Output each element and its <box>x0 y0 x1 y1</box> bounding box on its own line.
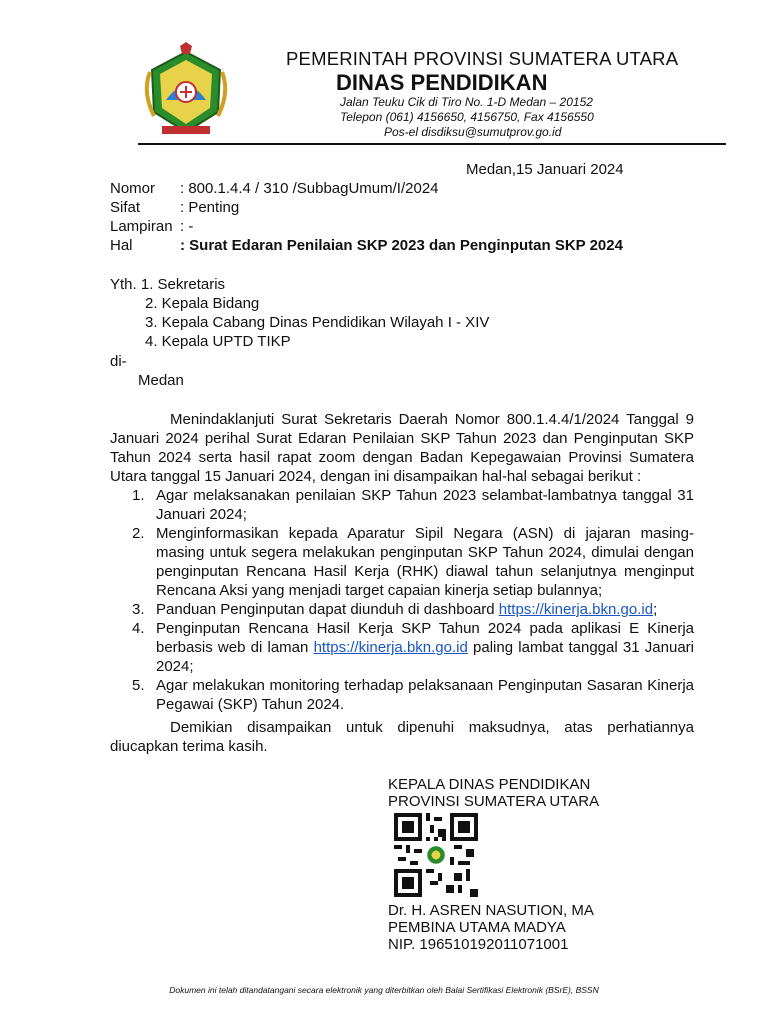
list-item-text: Panduan Penginputan dapat diunduh di dashboard <box>156 601 499 618</box>
meta-sifat-label: Sifat <box>110 199 141 216</box>
list-item-number: 1. <box>132 487 145 504</box>
letterhead-agency: DINAS PENDIDIKAN <box>336 70 548 95</box>
list-item <box>110 600 694 619</box>
meta-hal <box>110 236 623 255</box>
list-item-text: Agar melaksanakan penilaian SKP Tahun 2023 selambat-lambatnya tanggal 31 Januari 2024; <box>156 487 694 523</box>
letterhead-government: PEMERINTAH PROVINSI SUMATERA UTARA <box>286 48 679 69</box>
list-item-text: Menginformasikan kepada Aparatur Sipil Negara (ASN) di jajaran masing-masing untuk segera melakukan penginputan SKP Tahun 2024, dimulai dengan penginputan Rencana Hasil Kerja (RHK) diawal tahun selanjutnya menginput Rencana Aksi yang menjadi target capaian kinerja setiap bulannya; <box>156 525 694 599</box>
list-item <box>110 486 694 524</box>
list-item <box>110 524 694 600</box>
list-item <box>110 619 694 676</box>
meta-lampiran-value: : - <box>180 218 194 235</box>
meta-nomor-value: : 800.1.4.4 / 310 /SubbagUmum/I/2024 <box>180 180 439 197</box>
list-item <box>110 676 694 714</box>
meta-sifat-value: : Penting <box>180 199 240 216</box>
recipient-place: Medan <box>138 372 184 389</box>
letterhead-address: Jalan Teuku Cik di Tiro No. 1-D Medan – 20152 <box>340 95 593 109</box>
meta-nomor-label: Nomor <box>110 180 156 197</box>
recipient-di: di- <box>110 353 127 370</box>
recipient-3: 3. Kepala Cabang Dinas Pendidikan Wilayah I - XIV <box>145 314 490 331</box>
list-item-number: 4. <box>132 620 145 637</box>
meta-hal-value: : Surat Edaran Penilaian SKP 2023 dan Penginputan SKP 2024 <box>180 237 623 254</box>
letterhead-email: Pos-el disdiksu@sumutprov.go.id <box>384 125 562 139</box>
letter-date: Medan,15 Januari 2024 <box>466 161 624 178</box>
list-item-number: 3. <box>132 601 145 618</box>
closing-paragraph: Demikian disampaikan untuk dipenuhi maksudnya, atas perhatiannya diucapkan terima kasih. <box>110 719 694 755</box>
list-item-text: Penginputan Rencana Hasil Kerja SKP Tahun 2024 pada aplikasi E Kinerja berbasis web di laman <box>156 620 694 656</box>
e-signature-footer: Dokumen ini telah ditandatangani secara elektronik yang diterbitkan oleh Balai Sertifikasi Elektronik (BSrE), BSSN <box>169 985 599 995</box>
signatory-nip: NIP. 196510192011071001 <box>388 936 569 953</box>
meta-sifat <box>110 198 239 217</box>
signatory-name: Dr. H. ASREN NASUTION, MA <box>388 902 594 919</box>
provincial-emblem-icon <box>140 42 232 138</box>
instruction-list <box>110 486 694 714</box>
list-item-number: 2. <box>132 525 145 542</box>
qr-code-icon <box>394 813 478 897</box>
intro-paragraph: Menindaklanjuti Surat Sekretaris Daerah Nomor 800.1.4.4/1/2024 Tanggal 9 Januari 2024 perihal Surat Edaran Penilaian SKP Tahun 2023 dan Penginputan SKP Tahun 2024 serta hasil rapat zoom dengan Badan Kepegawaian Provinsi Sumatera Utara tanggal 15 Januari 2024, dengan ini disampaikan hal-hal sebagai berikut : <box>110 411 694 485</box>
kinerja-link[interactable]: https://kinerja.bkn.go.id <box>313 639 468 656</box>
meta-nomor <box>110 179 439 198</box>
signatory-title-1: KEPALA DINAS PENDIDIKAN <box>388 776 591 793</box>
signatory-title-2: PROVINSI SUMATERA UTARA <box>388 793 600 810</box>
signatory-rank: PEMBINA UTAMA MADYA <box>388 919 566 936</box>
list-item-text-end: paling lambat tanggal 31 Januari 2024; <box>156 639 694 675</box>
recipient-2: 2. Kepala Bidang <box>145 295 260 312</box>
meta-hal-label: Hal <box>110 237 133 254</box>
letterhead-phone: Telepon (061) 4156650, 4156750, Fax 4156550 <box>340 110 594 124</box>
recipient-4: 4. Kepala UPTD TIKP <box>145 333 291 350</box>
meta-lampiran <box>110 217 193 236</box>
list-item-text-end: ; <box>653 601 658 618</box>
meta-lampiran-label: Lampiran <box>110 218 173 235</box>
recipient-1: Yth. 1. Sekretaris <box>110 276 226 293</box>
list-item-number: 5. <box>132 677 145 694</box>
letterhead-divider <box>138 143 726 145</box>
list-item-text: Agar melakukan monitoring terhadap pelaksanaan Penginputan Sasaran Kinerja Pegawai (SKP) Tahun 2024. <box>156 677 694 713</box>
kinerja-link[interactable]: https://kinerja.bkn.go.id <box>498 601 654 618</box>
